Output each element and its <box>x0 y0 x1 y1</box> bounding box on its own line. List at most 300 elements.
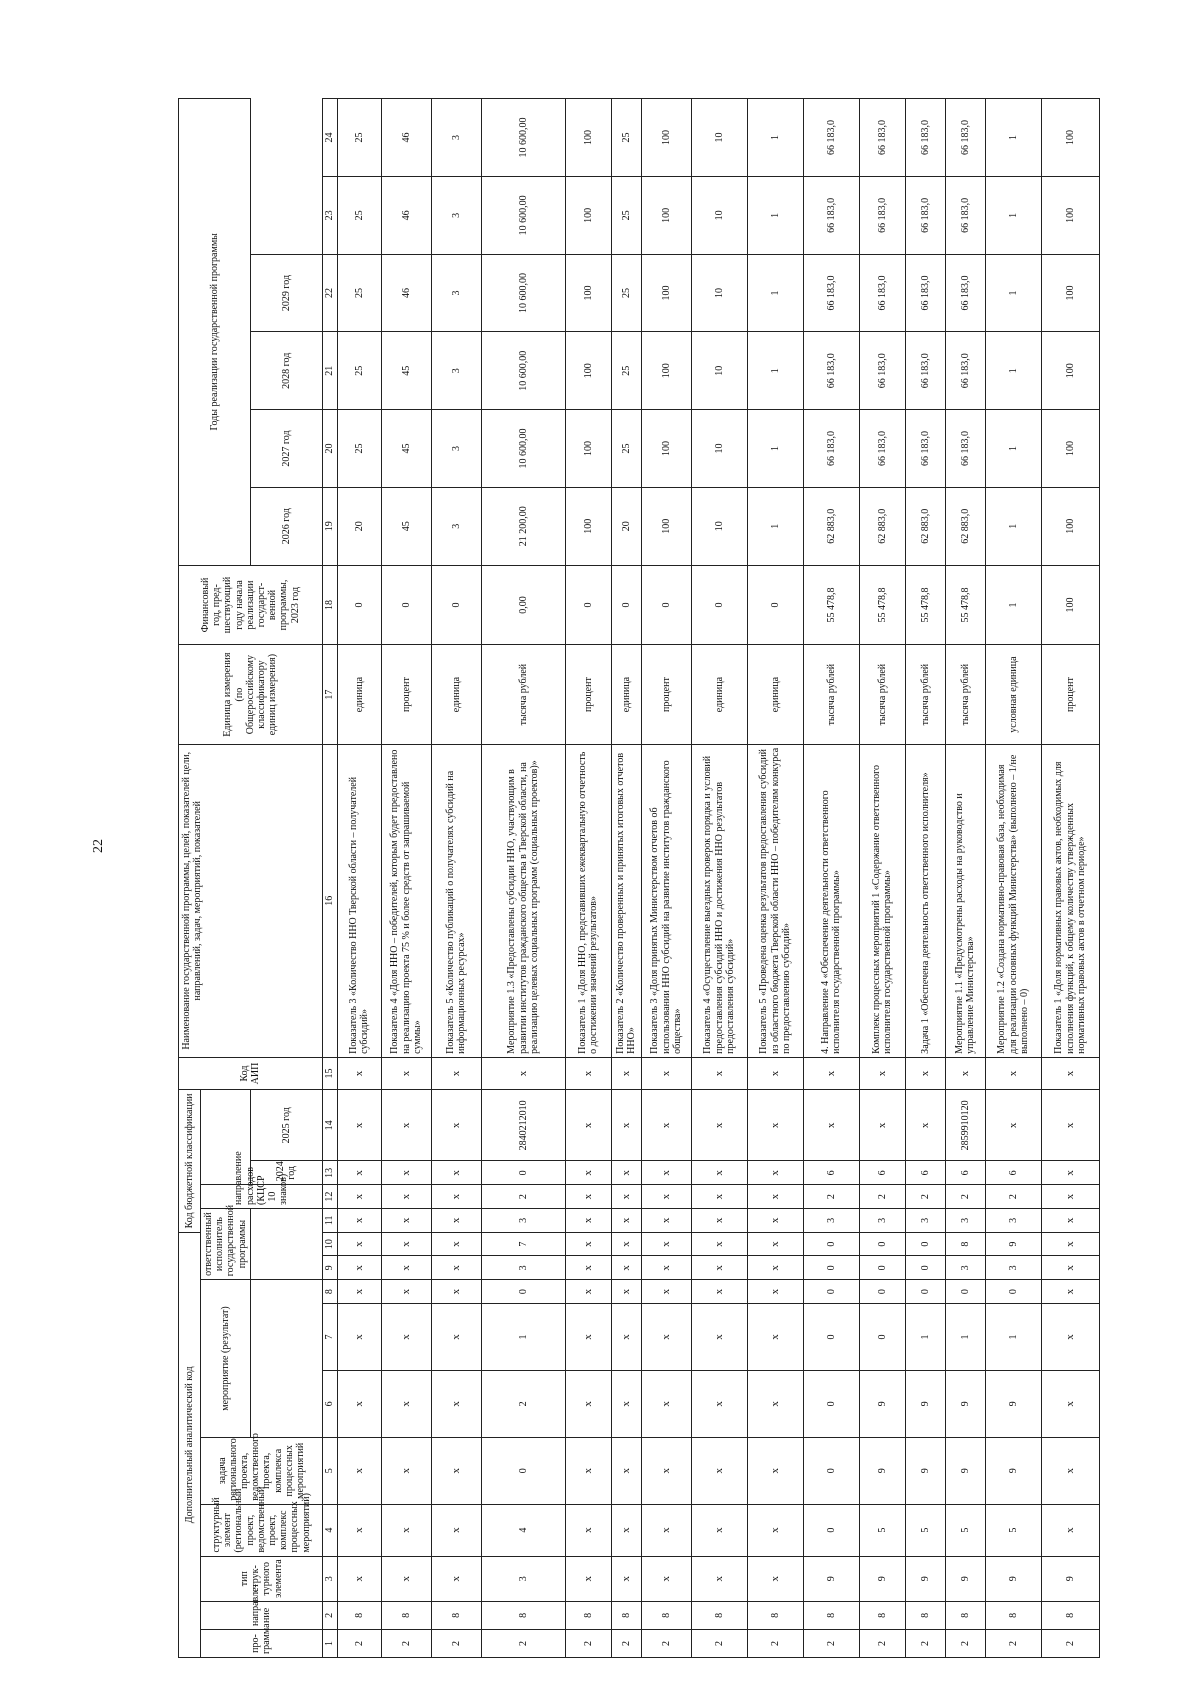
code-cell: 8 <box>691 1601 747 1629</box>
table-row <box>747 99 803 1658</box>
code-cell: х <box>431 1185 481 1209</box>
column-number-row <box>322 99 337 1658</box>
code-cell: х <box>337 1090 381 1161</box>
code-cell: х <box>945 1057 985 1089</box>
row-unit: тысяча рублей <box>905 645 945 744</box>
code-cell: 2 <box>431 1629 481 1657</box>
code-cell: 6 <box>905 1161 945 1185</box>
year-value: 100 <box>641 254 691 332</box>
year-value: 62 883,0 <box>945 487 985 565</box>
row-unit: процент <box>565 645 611 744</box>
year-value: 66 183,0 <box>803 254 859 332</box>
column-number: 24 <box>322 99 337 177</box>
code-cell: х <box>641 1232 691 1256</box>
row-unit: тысяча рублей <box>481 645 565 744</box>
year-value: 100 <box>1041 176 1099 254</box>
code-cell: 2 <box>481 1629 565 1657</box>
code-cell: х <box>691 1556 747 1601</box>
code-cell: х <box>641 1256 691 1280</box>
code-cell: 8 <box>803 1601 859 1629</box>
code-cell: 2840212010 <box>481 1090 565 1161</box>
row-base-year-value: 1 <box>985 565 1041 645</box>
header-year-2025: 2025 год <box>250 1090 322 1161</box>
table-body <box>337 99 1099 1658</box>
year-value: 66 183,0 <box>905 254 945 332</box>
year-value: 10 600,00 <box>481 410 565 488</box>
code-cell: 9 <box>905 1437 945 1504</box>
year-value: 1 <box>747 332 803 410</box>
column-number: 11 <box>322 1208 337 1232</box>
header-years-group: Годы реализации государственной программы <box>179 99 251 566</box>
column-number: 16 <box>322 744 337 1057</box>
code-cell: х <box>611 1504 641 1556</box>
row-base-year-value: 0 <box>431 565 481 645</box>
code-cell: х <box>905 1057 945 1089</box>
row-unit: единица <box>747 645 803 744</box>
code-cell: 0 <box>803 1280 859 1304</box>
year-value: 1 <box>985 410 1041 488</box>
code-cell: 2 <box>803 1185 859 1209</box>
year-value: 10 <box>691 176 747 254</box>
code-cell: х <box>611 1370 641 1437</box>
year-value: 66 183,0 <box>803 410 859 488</box>
code-cell: х <box>641 1161 691 1185</box>
row-name: Задача 1 «Обеспечена деятельность ответственного исполнителя» <box>905 744 945 1057</box>
code-cell: 3 <box>481 1208 565 1232</box>
code-cell: 8 <box>747 1601 803 1629</box>
year-value: 100 <box>1041 410 1099 488</box>
year-value: 45 <box>381 332 431 410</box>
code-cell: х <box>337 1232 381 1256</box>
code-cell: 0 <box>803 1437 859 1504</box>
code-cell: 0 <box>803 1232 859 1256</box>
code-cell: х <box>337 1208 381 1232</box>
header-napravlenie: направле-ние <box>201 1601 323 1629</box>
row-base-year-value: 0 <box>565 565 611 645</box>
year-value: 66 183,0 <box>859 176 905 254</box>
year-value: 66 183,0 <box>859 410 905 488</box>
year-value: 66 183,0 <box>803 332 859 410</box>
year-value: 20 <box>611 487 641 565</box>
code-cell: х <box>431 1256 481 1280</box>
code-cell: 2 <box>859 1185 905 1209</box>
code-cell: х <box>747 1232 803 1256</box>
column-number: 10 <box>322 1232 337 1256</box>
code-cell: 1 <box>945 1303 985 1370</box>
code-cell: х <box>337 1256 381 1280</box>
code-cell: 8 <box>985 1601 1041 1629</box>
code-cell: х <box>641 1280 691 1304</box>
code-cell: 5 <box>905 1504 945 1556</box>
code-cell: х <box>747 1161 803 1185</box>
year-value: 46 <box>381 254 431 332</box>
code-cell: х <box>565 1161 611 1185</box>
year-value: 20 <box>337 487 381 565</box>
code-cell: х <box>565 1437 611 1504</box>
code-cell: х <box>691 1303 747 1370</box>
year-value: 1 <box>985 332 1041 410</box>
column-number: 23 <box>322 176 337 254</box>
code-cell: х <box>1041 1504 1099 1556</box>
code-cell: х <box>747 1208 803 1232</box>
year-value: 100 <box>565 254 611 332</box>
code-cell: х <box>565 1256 611 1280</box>
code-cell: 1 <box>985 1303 1041 1370</box>
code-cell: х <box>431 1208 481 1232</box>
code-cell: 2 <box>945 1185 985 1209</box>
code-cell: х <box>337 1185 381 1209</box>
year-value: 100 <box>641 332 691 410</box>
code-cell: х <box>1041 1232 1099 1256</box>
year-value: 10 <box>691 99 747 177</box>
code-cell: х <box>1041 1208 1099 1232</box>
row-base-year-value: 100 <box>1041 565 1099 645</box>
table-row <box>905 99 945 1658</box>
code-cell: х <box>611 1556 641 1601</box>
row-unit: единица <box>337 645 381 744</box>
year-value: 10 <box>691 254 747 332</box>
code-cell: х <box>611 1280 641 1304</box>
code-cell: х <box>611 1185 641 1209</box>
year-value: 100 <box>565 332 611 410</box>
header-zadacha: задача регионального проекта, ведомственного проекта, комплекса процессных мероприятий <box>201 1437 323 1504</box>
table-row <box>691 99 747 1658</box>
code-cell: х <box>691 1370 747 1437</box>
year-value: 25 <box>611 99 641 177</box>
year-value: 66 183,0 <box>905 99 945 177</box>
code-cell: 9 <box>1041 1556 1099 1601</box>
table-row <box>803 99 859 1658</box>
code-cell: х <box>1041 1256 1099 1280</box>
year-value: 100 <box>641 176 691 254</box>
code-cell: х <box>381 1504 431 1556</box>
row-base-year-value: 0 <box>641 565 691 645</box>
table-row <box>985 99 1041 1658</box>
code-cell: х <box>565 1556 611 1601</box>
header-kod-aip: Код АИП <box>179 1057 323 1089</box>
code-cell: х <box>691 1504 747 1556</box>
column-number: 4 <box>322 1504 337 1556</box>
code-cell: х <box>1041 1370 1099 1437</box>
code-cell: 2 <box>803 1629 859 1657</box>
code-cell: х <box>747 1504 803 1556</box>
header-year-2029: 2029 год <box>250 254 322 332</box>
year-value: 25 <box>337 332 381 410</box>
year-value: 45 <box>381 410 431 488</box>
column-number: 9 <box>322 1256 337 1280</box>
code-cell: х <box>747 1556 803 1601</box>
row-unit: условная единица <box>985 645 1041 744</box>
code-cell: 5 <box>945 1504 985 1556</box>
column-number: 1 <box>322 1629 337 1657</box>
row-base-year-value: 0 <box>747 565 803 645</box>
year-value: 66 183,0 <box>905 332 945 410</box>
row-name: Мероприятие 1.1 «Предусмотрены расходы на руководство и управление Министерства» <box>945 744 985 1057</box>
year-value: 3 <box>431 254 481 332</box>
year-value: 3 <box>431 487 481 565</box>
code-cell: х <box>1041 1280 1099 1304</box>
code-cell: 0 <box>803 1303 859 1370</box>
row-name: Показатель 4 «Доля ННО – победителей, которым будет предоставлено на реализацию проекта 75 % и более средств от запрашиваемой суммы» <box>381 744 431 1057</box>
code-cell: 6 <box>859 1161 905 1185</box>
code-cell: 0 <box>905 1280 945 1304</box>
code-cell: 2 <box>905 1629 945 1657</box>
year-value: 1 <box>985 176 1041 254</box>
code-cell: 0 <box>905 1256 945 1280</box>
code-cell: х <box>565 1090 611 1161</box>
header-year-2024: 2024 год <box>250 1161 322 1185</box>
code-cell: 8 <box>905 1601 945 1629</box>
table-row <box>641 99 691 1658</box>
code-cell: 3 <box>481 1556 565 1601</box>
code-cell: х <box>565 1208 611 1232</box>
row-name: 4. Направление 4 «Обеспечение деятельности ответственного исполнителя государственной программы» <box>803 744 859 1057</box>
code-cell: 9 <box>859 1370 905 1437</box>
row-name: Показатель 2 «Количество проверенных и принятых итоговых отчетов ННО» <box>611 744 641 1057</box>
year-value: 100 <box>641 487 691 565</box>
code-cell: х <box>641 1057 691 1089</box>
header-meropriyatie: мероприятие (результат) <box>201 1280 251 1438</box>
year-value: 100 <box>641 410 691 488</box>
year-value: 66 183,0 <box>945 99 985 177</box>
code-cell: х <box>381 1303 431 1370</box>
code-cell: 9 <box>985 1370 1041 1437</box>
code-cell: 5 <box>985 1504 1041 1556</box>
code-cell: х <box>691 1185 747 1209</box>
year-value: 1 <box>985 487 1041 565</box>
column-number: 21 <box>322 332 337 410</box>
header-struct: структурный элемент (региональный проект, ведомственный проект, комплекс процессных мероприятий) <box>201 1504 323 1556</box>
year-value: 100 <box>1041 99 1099 177</box>
code-cell: х <box>859 1090 905 1161</box>
code-cell: х <box>611 1057 641 1089</box>
code-cell: х <box>337 1057 381 1089</box>
row-name: Показатель 4 «Осуществление выездных проверок порядка и условий предоставления субсидий ННО и достижения ННО результатов предоставления субсидий» <box>691 744 747 1057</box>
code-cell: 8 <box>565 1601 611 1629</box>
row-unit: тысяча рублей <box>803 645 859 744</box>
code-cell: 9 <box>945 1556 985 1601</box>
code-cell: 0 <box>803 1504 859 1556</box>
column-number: 15 <box>322 1057 337 1089</box>
year-value: 100 <box>565 176 611 254</box>
table-row <box>337 99 381 1658</box>
year-value: 10 <box>691 332 747 410</box>
year-value: 25 <box>337 99 381 177</box>
code-cell: х <box>381 1556 431 1601</box>
header-year-2027: 2027 год <box>250 410 322 488</box>
code-cell: х <box>381 1161 431 1185</box>
column-number: 8 <box>322 1280 337 1304</box>
code-cell: 2 <box>381 1629 431 1657</box>
row-unit: тысяча рублей <box>945 645 985 744</box>
code-cell: х <box>611 1208 641 1232</box>
code-cell: х <box>691 1090 747 1161</box>
row-unit: единица <box>431 645 481 744</box>
year-value: 66 183,0 <box>803 99 859 177</box>
header-programma: про-грамма <box>201 1629 323 1657</box>
code-cell: 5 <box>859 1504 905 1556</box>
code-cell: х <box>641 1437 691 1504</box>
code-cell: х <box>381 1280 431 1304</box>
row-name: Показатель 1 «Доля нормативных правовых актов, необходимых для исполнения функций, к общему количеству утвержденных нормативных правовых актов в отчетном периоде» <box>1041 744 1099 1057</box>
year-value: 100 <box>1041 487 1099 565</box>
header-year-2026: 2026 год <box>250 487 322 565</box>
code-cell: х <box>641 1185 691 1209</box>
row-base-year-value: 0,00 <box>481 565 565 645</box>
row-name: Показатель 5 «Проведена оценка результатов предоставления субсидий из областного бюджета Тверской области ННО – победителям конкурса по предоставлению субсидий» <box>747 744 803 1057</box>
code-cell: х <box>381 1437 431 1504</box>
code-cell: 8 <box>1041 1601 1099 1629</box>
header-tip: тип струк-турного элемента <box>201 1556 323 1601</box>
column-number: 6 <box>322 1370 337 1437</box>
code-cell: х <box>641 1556 691 1601</box>
table-row <box>565 99 611 1658</box>
code-cell: 3 <box>481 1256 565 1280</box>
code-cell: х <box>691 1057 747 1089</box>
code-cell: х <box>431 1556 481 1601</box>
code-cell: 0 <box>803 1370 859 1437</box>
year-value: 10 <box>691 487 747 565</box>
code-cell: х <box>691 1208 747 1232</box>
code-cell: х <box>381 1208 431 1232</box>
code-cell: 0 <box>481 1280 565 1304</box>
code-cell: 9 <box>859 1437 905 1504</box>
header-otvetstv: ответственный исполнитель государственной программы <box>201 1208 251 1279</box>
code-cell: 9 <box>905 1370 945 1437</box>
code-cell: х <box>747 1090 803 1161</box>
year-value: 25 <box>337 176 381 254</box>
code-cell: 2 <box>481 1185 565 1209</box>
code-cell: 8 <box>945 1232 985 1256</box>
year-value: 66 183,0 <box>945 254 985 332</box>
code-cell: х <box>431 1370 481 1437</box>
row-name: Мероприятие 1.3 «Предоставлены субсидии ННО, участвующим в развитии институтов гражданского общества в Тверской области, на реализацию целевых социальных программ (социальных проектов)» <box>481 744 565 1057</box>
code-cell: 2 <box>481 1370 565 1437</box>
row-unit: процент <box>1041 645 1099 744</box>
code-cell: 3 <box>859 1208 905 1232</box>
column-number: 7 <box>322 1303 337 1370</box>
code-cell: х <box>803 1090 859 1161</box>
code-cell: 4 <box>481 1504 565 1556</box>
row-base-year-value: 0 <box>381 565 431 645</box>
code-cell: х <box>1041 1090 1099 1161</box>
code-cell: 0 <box>985 1280 1041 1304</box>
year-value: 66 183,0 <box>945 410 985 488</box>
code-cell: х <box>337 1370 381 1437</box>
code-cell: х <box>1041 1161 1099 1185</box>
row-unit: процент <box>641 645 691 744</box>
code-cell: х <box>381 1185 431 1209</box>
code-cell: х <box>565 1280 611 1304</box>
row-unit: тысяча рублей <box>859 645 905 744</box>
year-value: 46 <box>381 176 431 254</box>
row-name: Показатель 3 «Доля принятых Министерством отчетов об использовании ННО субсидий на развитие институтов гражданского общества» <box>641 744 691 1057</box>
code-cell: 8 <box>859 1601 905 1629</box>
code-cell: 3 <box>905 1208 945 1232</box>
code-cell: х <box>565 1504 611 1556</box>
code-cell: х <box>381 1232 431 1256</box>
code-cell: х <box>337 1437 381 1504</box>
code-cell: х <box>381 1370 431 1437</box>
column-number: 22 <box>322 254 337 332</box>
code-cell: 9 <box>859 1556 905 1601</box>
year-value: 66 183,0 <box>803 176 859 254</box>
year-value: 46 <box>381 99 431 177</box>
column-number: 17 <box>322 645 337 744</box>
table-row <box>381 99 431 1658</box>
code-cell: х <box>747 1437 803 1504</box>
column-number: 14 <box>322 1090 337 1161</box>
code-cell: х <box>1041 1437 1099 1504</box>
year-value: 1 <box>747 254 803 332</box>
code-cell: х <box>611 1161 641 1185</box>
code-cell: х <box>565 1057 611 1089</box>
code-cell: х <box>431 1232 481 1256</box>
code-cell: 9 <box>985 1437 1041 1504</box>
code-cell: х <box>431 1057 481 1089</box>
code-cell: х <box>337 1504 381 1556</box>
table-row <box>945 99 985 1658</box>
row-name: Показатель 5 «Количество публикаций о получателях субсидий на информационных ресурсах» <box>431 744 481 1057</box>
table-row <box>1041 99 1099 1658</box>
year-value: 66 183,0 <box>905 176 945 254</box>
row-name: Показатель 3 «Количество ННО Тверской области – получателей субсидий» <box>337 744 381 1057</box>
code-cell: 2 <box>337 1629 381 1657</box>
row-base-year-value: 0 <box>611 565 641 645</box>
header-year-2028: 2028 год <box>250 332 322 410</box>
year-value: 3 <box>431 99 481 177</box>
code-cell: 0 <box>859 1232 905 1256</box>
code-cell: х <box>381 1090 431 1161</box>
row-base-year-value: 55 478,8 <box>803 565 859 645</box>
code-cell: х <box>747 1303 803 1370</box>
row-base-year-value: 55 478,8 <box>945 565 985 645</box>
code-cell: х <box>1041 1303 1099 1370</box>
code-cell: 1 <box>481 1303 565 1370</box>
code-cell: 9 <box>945 1370 985 1437</box>
year-value: 62 883,0 <box>859 487 905 565</box>
code-cell: х <box>641 1303 691 1370</box>
code-cell: 8 <box>431 1601 481 1629</box>
code-cell: 0 <box>481 1437 565 1504</box>
header-unit: Единица измерения (по Общероссийскому классификатору единиц измерения) <box>179 645 323 744</box>
code-cell: х <box>905 1090 945 1161</box>
code-cell: 9 <box>905 1556 945 1601</box>
code-cell: х <box>481 1057 565 1089</box>
code-cell: 8 <box>381 1601 431 1629</box>
code-cell: 2 <box>691 1629 747 1657</box>
code-cell: х <box>431 1504 481 1556</box>
year-value: 100 <box>1041 332 1099 410</box>
code-cell: 9 <box>985 1556 1041 1601</box>
code-cell: 3 <box>803 1208 859 1232</box>
table-row <box>431 99 481 1658</box>
row-base-year-value: 55 478,8 <box>859 565 905 645</box>
code-cell: х <box>747 1057 803 1089</box>
code-cell: х <box>691 1161 747 1185</box>
code-cell: 2 <box>985 1629 1041 1657</box>
year-value: 66 183,0 <box>945 332 985 410</box>
column-number: 12 <box>322 1185 337 1209</box>
code-cell: 9 <box>803 1556 859 1601</box>
code-cell: х <box>611 1232 641 1256</box>
code-cell: х <box>381 1057 431 1089</box>
page-number: 22 <box>91 839 106 853</box>
column-number: 5 <box>322 1437 337 1504</box>
code-cell: 1 <box>905 1303 945 1370</box>
code-cell: х <box>381 1256 431 1280</box>
code-cell: 2 <box>611 1629 641 1657</box>
